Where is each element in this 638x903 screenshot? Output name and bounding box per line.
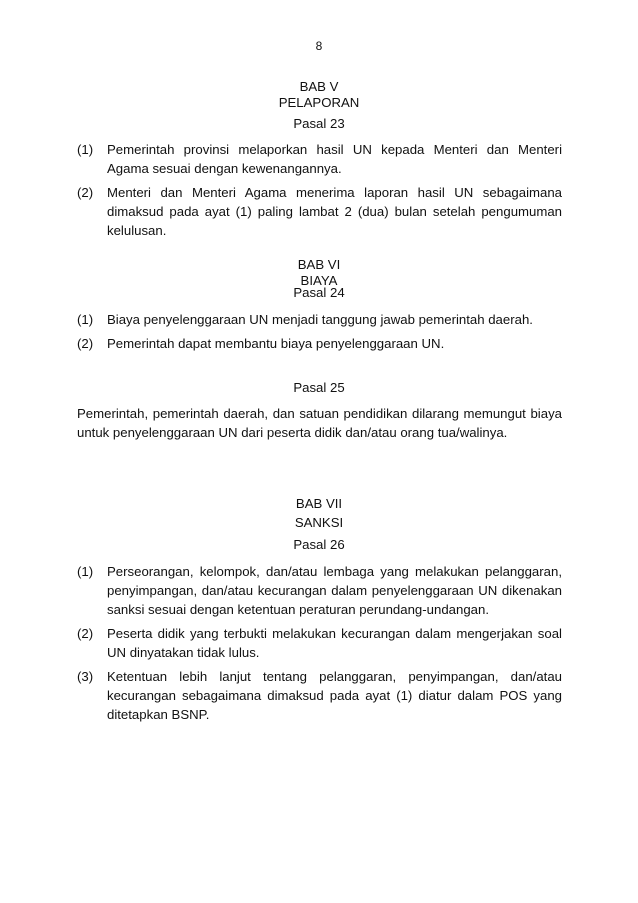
article-heading: Pasal 26 xyxy=(293,537,345,552)
item-text: Perseorangan, kelompok, dan/atau lembaga yang melakukan pelanggaran, penyimpangan, dan/atau kecurangan dalam penyelenggaraan UN dikenakan sanksi sesuai dengan ketentuan peraturan perundang-undangan. xyxy=(107,564,562,617)
list-item xyxy=(77,667,562,724)
chapter-heading: BAB V xyxy=(299,79,339,94)
list-item xyxy=(77,624,562,662)
article-paragraph: Pemerintah, pemerintah daerah, dan satuan pendidikan dilarang memungut biaya untuk penyelenggaraan UN dari peserta didik dan/atau orang tua/walinya. xyxy=(77,406,562,440)
list-item xyxy=(77,310,562,329)
item-text: Ketentuan lebih lanjut tentang pelanggaran, penyimpangan, dan/atau kecurangan sebagaimana dimaksud pada ayat (1) diatur dalam POS yang ditetapkan BSNP. xyxy=(107,669,562,722)
chapter-title: PELAPORAN xyxy=(278,95,360,110)
list-item xyxy=(77,562,562,619)
list-item xyxy=(77,140,562,178)
article-heading: Pasal 23 xyxy=(293,116,345,131)
item-number: (3) xyxy=(77,669,94,684)
chapter-heading: BAB VI xyxy=(297,257,341,272)
item-text: Pemerintah provinsi melaporkan hasil UN kepada Menteri dan Menteri Agama sesuai dengan kewenangannya. xyxy=(107,142,562,176)
article-heading: Pasal 25 xyxy=(293,380,345,395)
chapter-title: BIAYA xyxy=(300,273,338,288)
article-items xyxy=(77,140,562,245)
item-text: Peserta didik yang terbukti melakukan kecurangan dalam mengerjakan soal UN dinyatakan tidak lulus. xyxy=(107,626,562,660)
item-text: Pemerintah dapat membantu biaya penyelenggaraan UN. xyxy=(107,336,445,351)
article-items xyxy=(77,310,562,358)
item-text: Biaya penyelenggaraan UN menjadi tanggung jawab pemerintah daerah. xyxy=(107,312,533,327)
chapter-title: SANKSI xyxy=(294,515,344,530)
article-items xyxy=(77,562,562,729)
item-number: (1) xyxy=(77,142,94,157)
item-number: (1) xyxy=(77,312,94,327)
item-number: (2) xyxy=(77,185,94,200)
list-item xyxy=(77,334,562,353)
list-item xyxy=(77,183,562,240)
item-number: (2) xyxy=(77,336,94,351)
chapter-heading: BAB VII xyxy=(295,496,343,511)
item-text: Menteri dan Menteri Agama menerima laporan hasil UN sebagaimana dimaksud pada ayat (1) paling lambat 2 (dua) bulan setelah pengumuman kelulusan. xyxy=(107,185,562,238)
page-number: 8 xyxy=(315,39,323,53)
item-number: (1) xyxy=(77,564,94,579)
item-number: (2) xyxy=(77,626,94,641)
article-heading: Pasal 24 xyxy=(293,285,345,300)
